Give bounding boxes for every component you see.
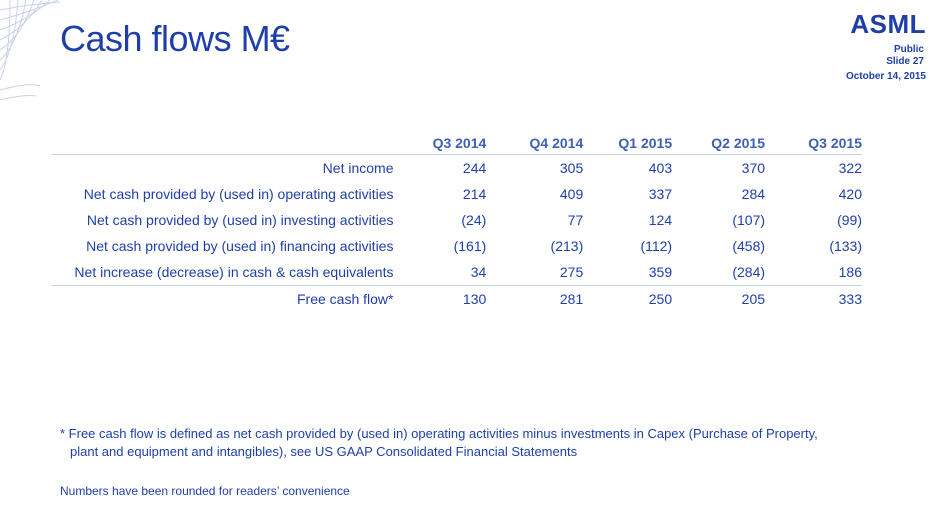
cell-value: 333: [838, 291, 862, 307]
cell-value: 359: [648, 264, 673, 280]
table-row-net-income: [52, 155, 862, 182]
table-row-operating: [52, 181, 862, 207]
table-row-financing: [52, 233, 862, 259]
cell-value: 337: [648, 186, 673, 202]
cell-value: (107): [732, 212, 766, 228]
cell-value: 370: [741, 160, 766, 176]
table-row-net-increase: [52, 259, 862, 286]
cell-value: 305: [559, 160, 584, 176]
cell-value: 205: [741, 291, 766, 307]
cell-value: 275: [559, 264, 584, 280]
decorative-lines-graphic: [0, 0, 60, 110]
cell-value: 322: [838, 160, 862, 176]
table-row-free-cash-flow: [52, 286, 862, 313]
page-title: Cash flows M€: [60, 18, 290, 59]
cell-value: (99): [837, 212, 862, 228]
cell-value: (24): [461, 212, 487, 228]
cell-value: 250: [648, 291, 673, 307]
cell-value: 420: [838, 186, 862, 202]
row-label: Net cash provided by (used in) operating activities: [83, 186, 394, 202]
row-label: Net income: [322, 160, 394, 176]
asml-logo: ASML: [850, 9, 926, 39]
header-blank: [52, 132, 405, 155]
cell-value: 409: [559, 186, 584, 202]
cell-value: (284): [732, 264, 766, 280]
column-header: Q2 2015: [711, 135, 766, 151]
column-header: Q3 2015: [808, 135, 862, 151]
slide-number: Slide 27: [886, 56, 924, 67]
rounding-note: Numbers have been rounded for readers’ convenience: [60, 484, 350, 498]
cell-value: 124: [648, 212, 673, 228]
row-label: Net cash provided by (used in) investing activities: [86, 212, 394, 228]
cell-value: 186: [838, 264, 862, 280]
table-header-row: [52, 132, 862, 155]
cell-value: (133): [829, 238, 862, 254]
column-header: Q4 2014: [529, 135, 584, 151]
presentation-date: October 14, 2015: [845, 71, 926, 82]
cell-value: (161): [453, 238, 487, 254]
row-label: Net cash provided by (used in) financing activities: [86, 238, 394, 254]
cell-value: 34: [470, 264, 487, 280]
cell-value: 77: [567, 212, 584, 228]
row-label: Free cash flow*: [297, 291, 394, 307]
cell-value: (458): [732, 238, 766, 254]
footnote-line-1: * Free cash flow is defined as net cash provided by (used in) operating activities minus investments in Capex (Purchase of Property,: [60, 426, 818, 441]
cell-value: 403: [648, 160, 673, 176]
cell-value: 281: [559, 291, 584, 307]
footnote: [60, 425, 818, 461]
cell-value: 214: [462, 186, 487, 202]
cell-value: (213): [550, 238, 584, 254]
column-header: Q3 2014: [432, 135, 487, 151]
cell-value: (112): [640, 238, 673, 254]
classification-label: Public: [893, 44, 924, 55]
cell-value: 284: [741, 186, 766, 202]
table-row-investing: [52, 207, 862, 233]
cash-flow-table: [52, 132, 862, 312]
row-label: Net increase (decrease) in cash & cash equivalents: [74, 264, 394, 280]
cell-value: 130: [462, 291, 487, 307]
cell-value: 244: [462, 160, 487, 176]
column-header: Q1 2015: [618, 135, 673, 151]
footnote-line-2: plant and equipment and intangibles), see US GAAP Consolidated Financial Statements: [70, 444, 578, 459]
